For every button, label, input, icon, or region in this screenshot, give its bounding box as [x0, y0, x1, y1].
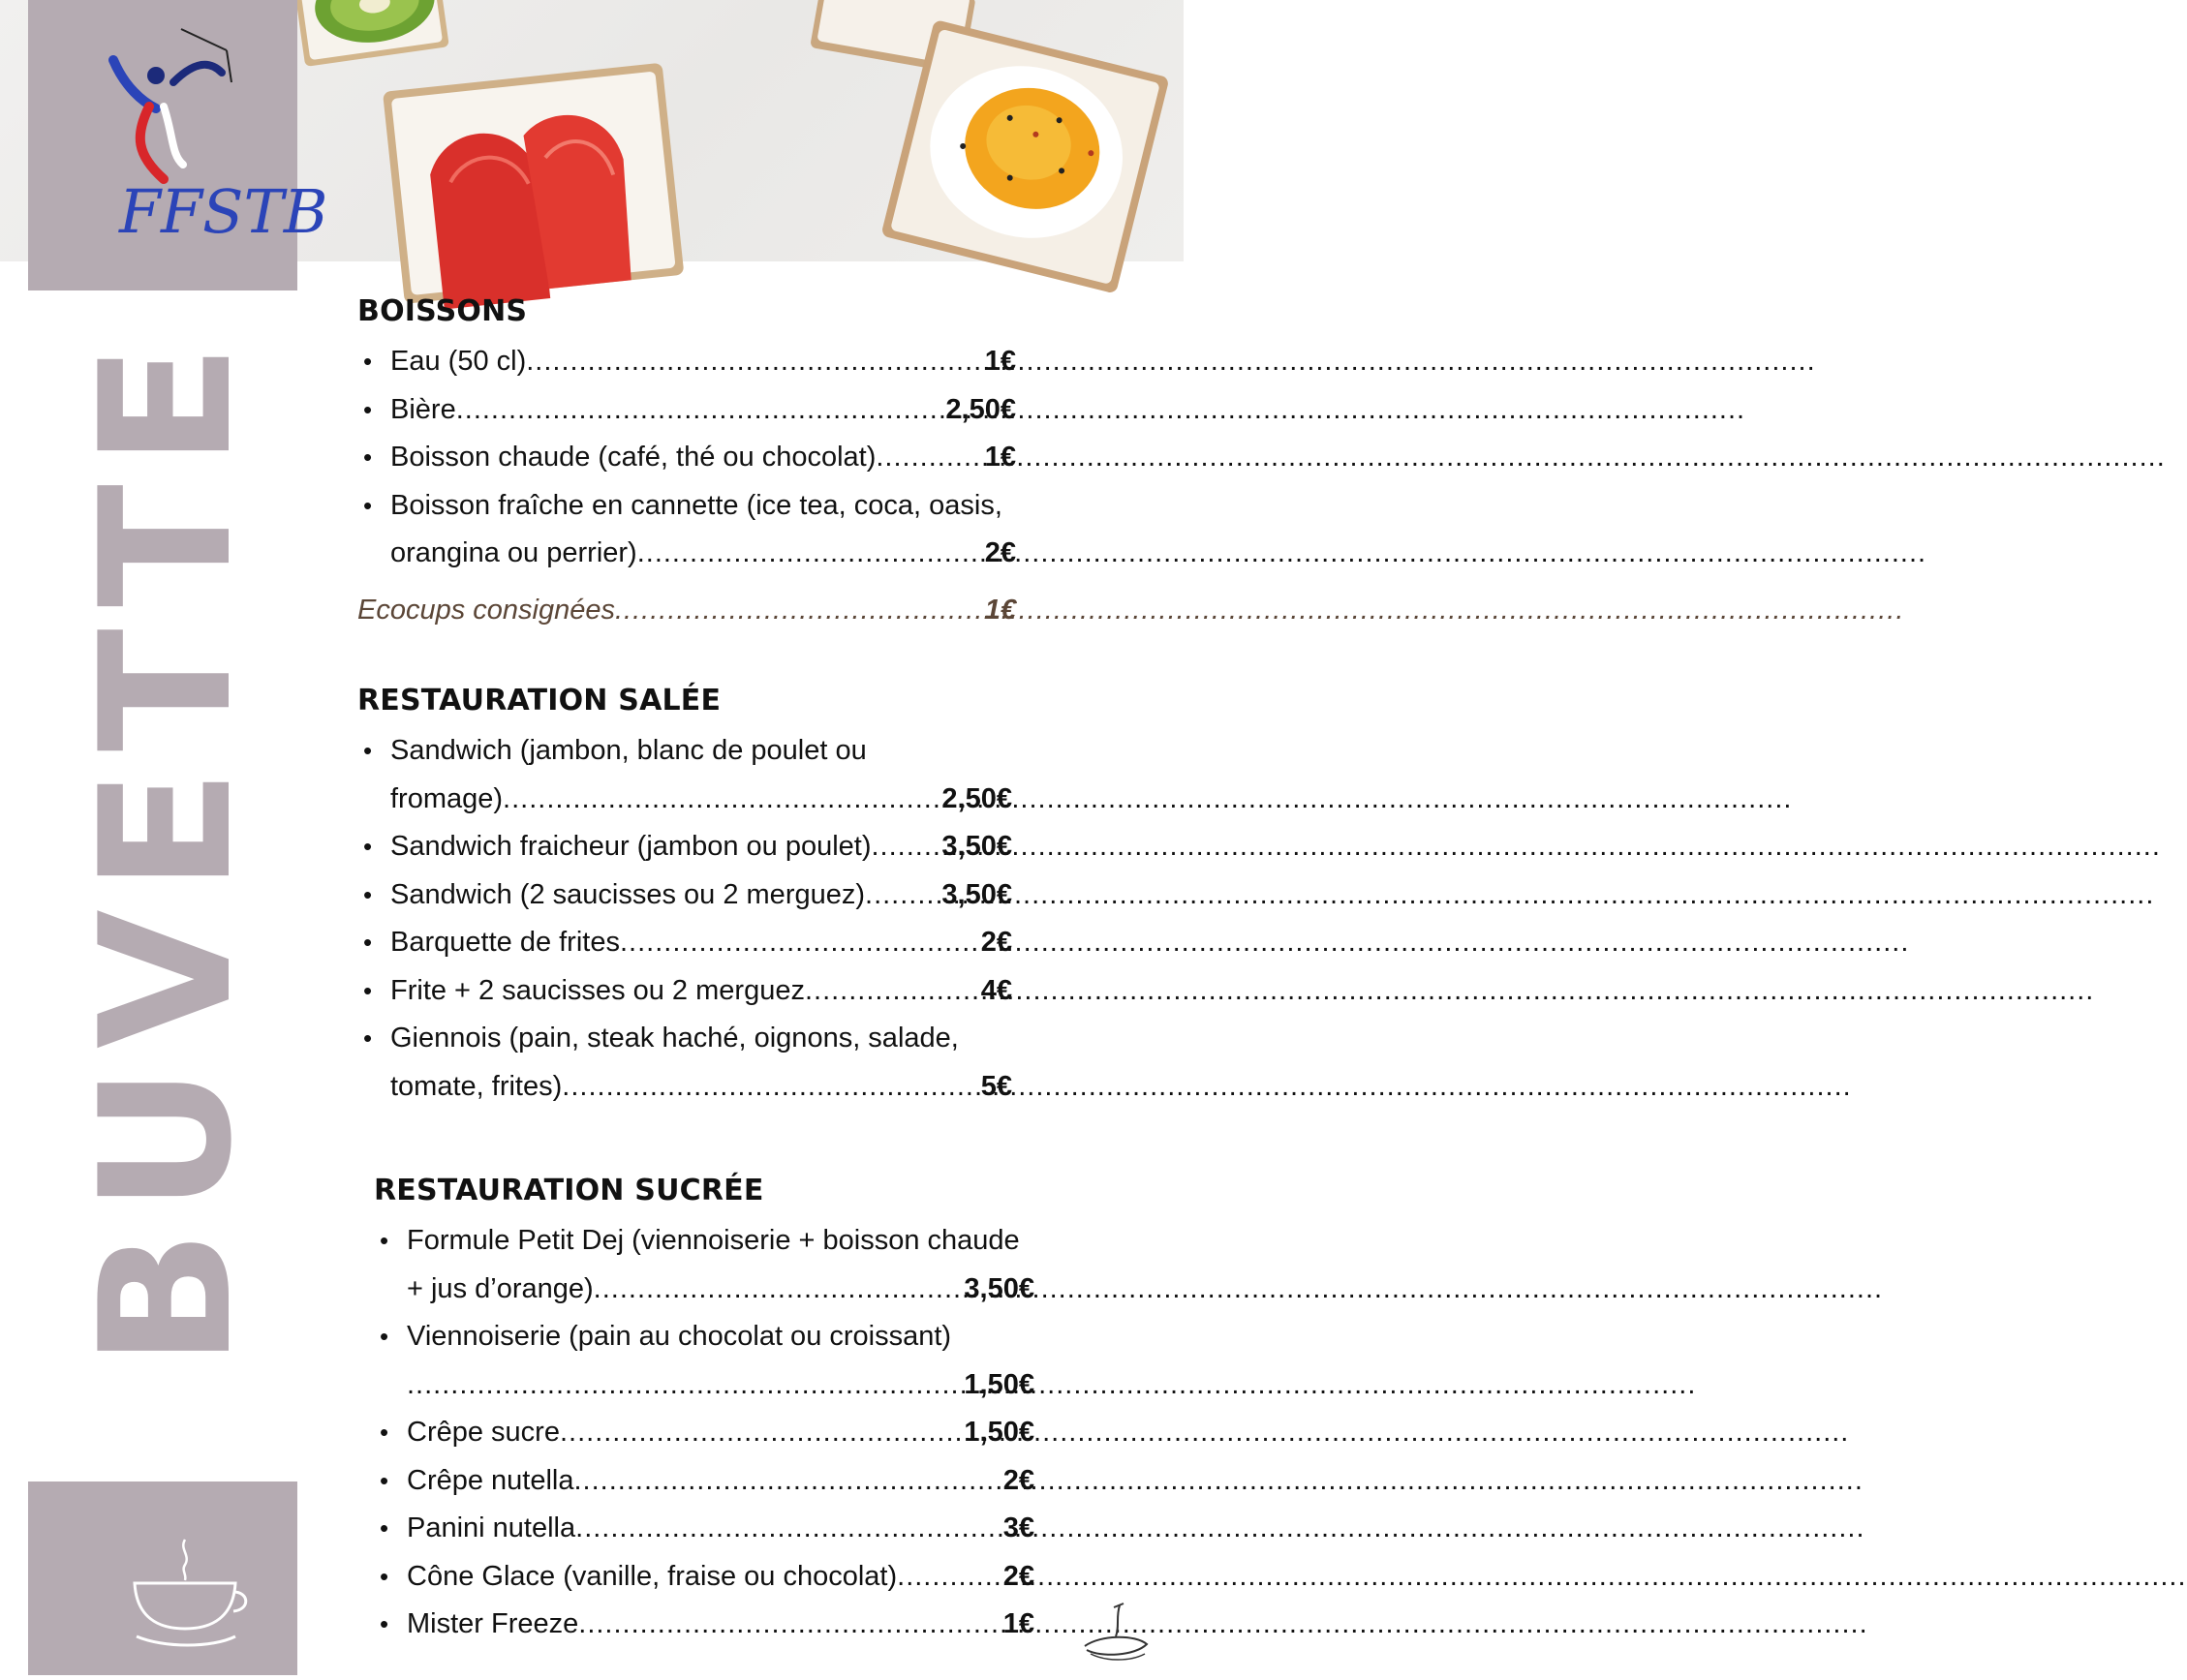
item-price: 2€ [980, 927, 1012, 958]
list-item [374, 1313, 1034, 1409]
logo-panel [28, 0, 328, 290]
leader-dots [503, 776, 941, 824]
leader-dots [897, 1553, 1003, 1602]
item-price: 1€ [984, 346, 1016, 377]
menu-list [374, 1217, 1034, 1649]
leader-dots [865, 871, 941, 920]
item-label-line1: • Viennoiserie (pain au chocolat ou croissant) [407, 1321, 952, 1352]
note-price: 1€ [984, 594, 1016, 626]
item-label: tomate, frites) [390, 1070, 563, 1102]
coffee-cup-icon [28, 1481, 297, 1675]
list-item [357, 482, 1016, 578]
item-price: 3€ [1002, 1512, 1034, 1543]
item-label-line1: • Giennois (pain, steak haché, oignons, salade, [390, 1023, 959, 1054]
item-label-line1: • Boisson fraîche en cannette (ice tea, coca, oasis, [390, 489, 1002, 521]
list-item [357, 871, 1012, 920]
item-label: orangina ou perrier) [390, 537, 637, 568]
item-label: • Frite + 2 saucisses ou 2 merguez [390, 974, 805, 1006]
item-price: 2€ [1002, 1464, 1034, 1496]
item-price: 3,50€ [941, 831, 1012, 862]
ffstb-logo-icon [28, 0, 328, 290]
item-label-line1: • Sandwich (jambon, blanc de poulet ou [390, 735, 867, 766]
section-boissons [357, 294, 1016, 634]
signature-icon [1077, 1598, 1155, 1665]
list-item [357, 1015, 1012, 1111]
list-item [374, 1457, 1034, 1506]
item-label: • Boisson chaude (café, thé ou chocolat) [390, 442, 877, 473]
item-label: • Barquette de frites [390, 927, 620, 958]
list-item [374, 1505, 1034, 1553]
item-price: 5€ [980, 1070, 1012, 1102]
list-item [357, 919, 1012, 967]
list-item [374, 1217, 1034, 1313]
item-price: 2,50€ [945, 393, 1016, 425]
item-label: • Crêpe sucre [407, 1417, 560, 1448]
leader-dots [574, 1457, 1003, 1506]
item-label: • Eau (50 cl) [390, 346, 527, 377]
list-item [357, 967, 1012, 1016]
section-sucree [374, 1174, 1034, 1649]
leader-dots [407, 1361, 964, 1410]
leader-dots [575, 1505, 1003, 1553]
page-title: BUVETTE [61, 326, 271, 1367]
section-salee [357, 684, 1012, 1111]
item-label: • Crêpe nutella [407, 1464, 574, 1496]
list-item [357, 338, 1016, 386]
leader-dots [526, 338, 985, 386]
leader-dots [594, 1266, 965, 1314]
list-item [374, 1553, 1034, 1602]
leader-dots [560, 1409, 964, 1457]
menu-list [357, 338, 1016, 578]
list-item [374, 1409, 1034, 1457]
leader-dots [637, 530, 985, 578]
section-title: RESTAURATION SALÉE [357, 684, 722, 718]
logo-lettering: FFSTB [119, 176, 328, 247]
item-price: 3,50€ [941, 878, 1012, 910]
item-price: 1,50€ [964, 1417, 1034, 1448]
leader-dots [615, 586, 985, 634]
item-price: 1,50€ [964, 1368, 1034, 1400]
item-label-line1: • Formule Petit Dej (viennoiserie + boisson chaude [407, 1225, 1020, 1256]
item-price: 4€ [980, 974, 1012, 1006]
leader-dots [620, 919, 981, 967]
item-label: • Cône Glace (vanille, fraise ou chocolat) [407, 1560, 898, 1592]
leader-dots [805, 967, 981, 1016]
section-title: RESTAURATION SUCRÉE [374, 1174, 764, 1207]
section-title: BOISSONS [357, 294, 528, 328]
leader-dots [562, 1063, 980, 1112]
cup-panel [28, 1481, 297, 1675]
note-label: Ecocups consignées [357, 594, 615, 626]
list-item [374, 1601, 1034, 1649]
item-label: • Bière [390, 393, 456, 425]
item-price: 2€ [984, 537, 1016, 568]
item-label: + jus d’orange) [407, 1272, 594, 1304]
item-price: 2,50€ [941, 782, 1012, 814]
item-price: 2€ [1002, 1560, 1034, 1592]
list-item [357, 386, 1016, 435]
item-label: • Sandwich (2 saucisses ou 2 merguez) [390, 878, 866, 910]
list-item [357, 727, 1012, 823]
item-label: • Sandwich fraicheur (jambon ou poulet) [390, 831, 872, 862]
item-price: 3,50€ [964, 1272, 1034, 1304]
leader-dots [876, 434, 984, 482]
list-item [357, 823, 1012, 871]
item-label: • Panini nutella [407, 1512, 576, 1543]
item-price: 1€ [1002, 1608, 1034, 1639]
leader-dots [872, 823, 942, 871]
menu-list [357, 727, 1012, 1111]
item-label: • Mister Freeze [407, 1608, 579, 1639]
ecocups-note [357, 586, 1016, 634]
leader-dots [456, 386, 946, 435]
item-label: fromage) [390, 782, 504, 814]
item-price: 1€ [984, 442, 1016, 473]
leader-dots [578, 1601, 1002, 1649]
list-item [357, 434, 1016, 482]
